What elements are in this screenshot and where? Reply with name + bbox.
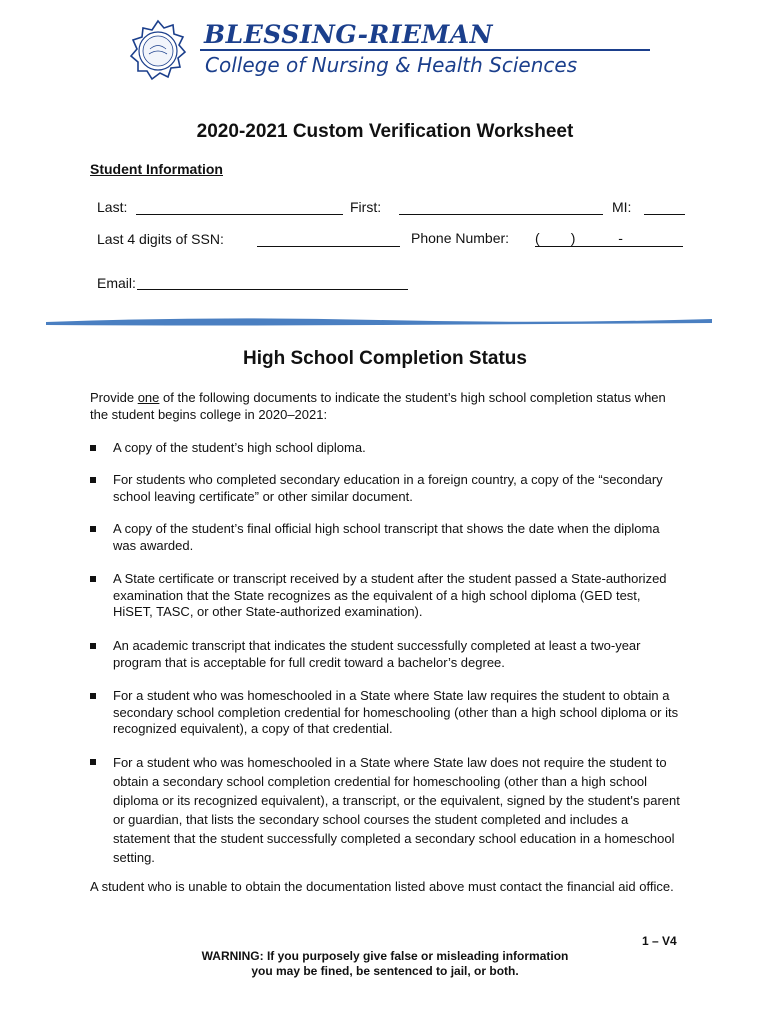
bullet-icon bbox=[90, 643, 96, 649]
bullet-icon bbox=[90, 445, 96, 451]
last-name-field[interactable] bbox=[136, 214, 343, 215]
first-name-field[interactable] bbox=[399, 214, 603, 215]
middle-initial-label: MI: bbox=[612, 199, 632, 215]
intro-emphasis: one bbox=[137, 390, 160, 405]
phone-label: Phone Number: bbox=[411, 230, 510, 246]
first-name-label: First: bbox=[350, 199, 382, 215]
warning-line-1: WARNING: If you purposely give false or misleading information bbox=[201, 949, 569, 963]
high-school-heading: High School Completion Status bbox=[243, 348, 527, 369]
header-divider bbox=[200, 49, 650, 51]
ssn-field[interactable] bbox=[257, 246, 400, 247]
bullet-icon bbox=[90, 693, 96, 699]
bullet-icon bbox=[90, 576, 96, 582]
section-divider bbox=[44, 314, 714, 328]
page-version: 1 – V4 bbox=[642, 934, 677, 948]
closing-paragraph: A student who is unable to obtain the documentation listed above must contact the financial aid office. bbox=[90, 879, 674, 894]
document-title: 2020-2021 Custom Verification Worksheet bbox=[196, 121, 574, 142]
email-label: Email: bbox=[97, 275, 136, 291]
ssn-label: Last 4 digits of SSN: bbox=[97, 231, 224, 247]
middle-initial-field[interactable] bbox=[644, 214, 685, 215]
warning-line-2: you may be fined, be sentenced to jail, or both. bbox=[251, 964, 519, 978]
intro-paragraph: Provide one of the following documents to indicate the student’s high school completion status when the student begins college in 2020–2021: bbox=[90, 390, 666, 422]
college-subtitle: College of Nursing & Health Sciences bbox=[205, 53, 578, 77]
email-field[interactable] bbox=[137, 289, 408, 290]
last-name-label: Last: bbox=[97, 199, 128, 215]
bullet-icon bbox=[90, 759, 96, 765]
college-seal-logo bbox=[128, 18, 188, 84]
bullet-icon bbox=[90, 526, 96, 532]
college-name: BLESSING-RIEMAN bbox=[204, 20, 494, 49]
phone-field[interactable]: ( ) - bbox=[535, 230, 683, 247]
student-information-heading: Student Information bbox=[90, 161, 223, 177]
bullet-icon bbox=[90, 477, 96, 483]
